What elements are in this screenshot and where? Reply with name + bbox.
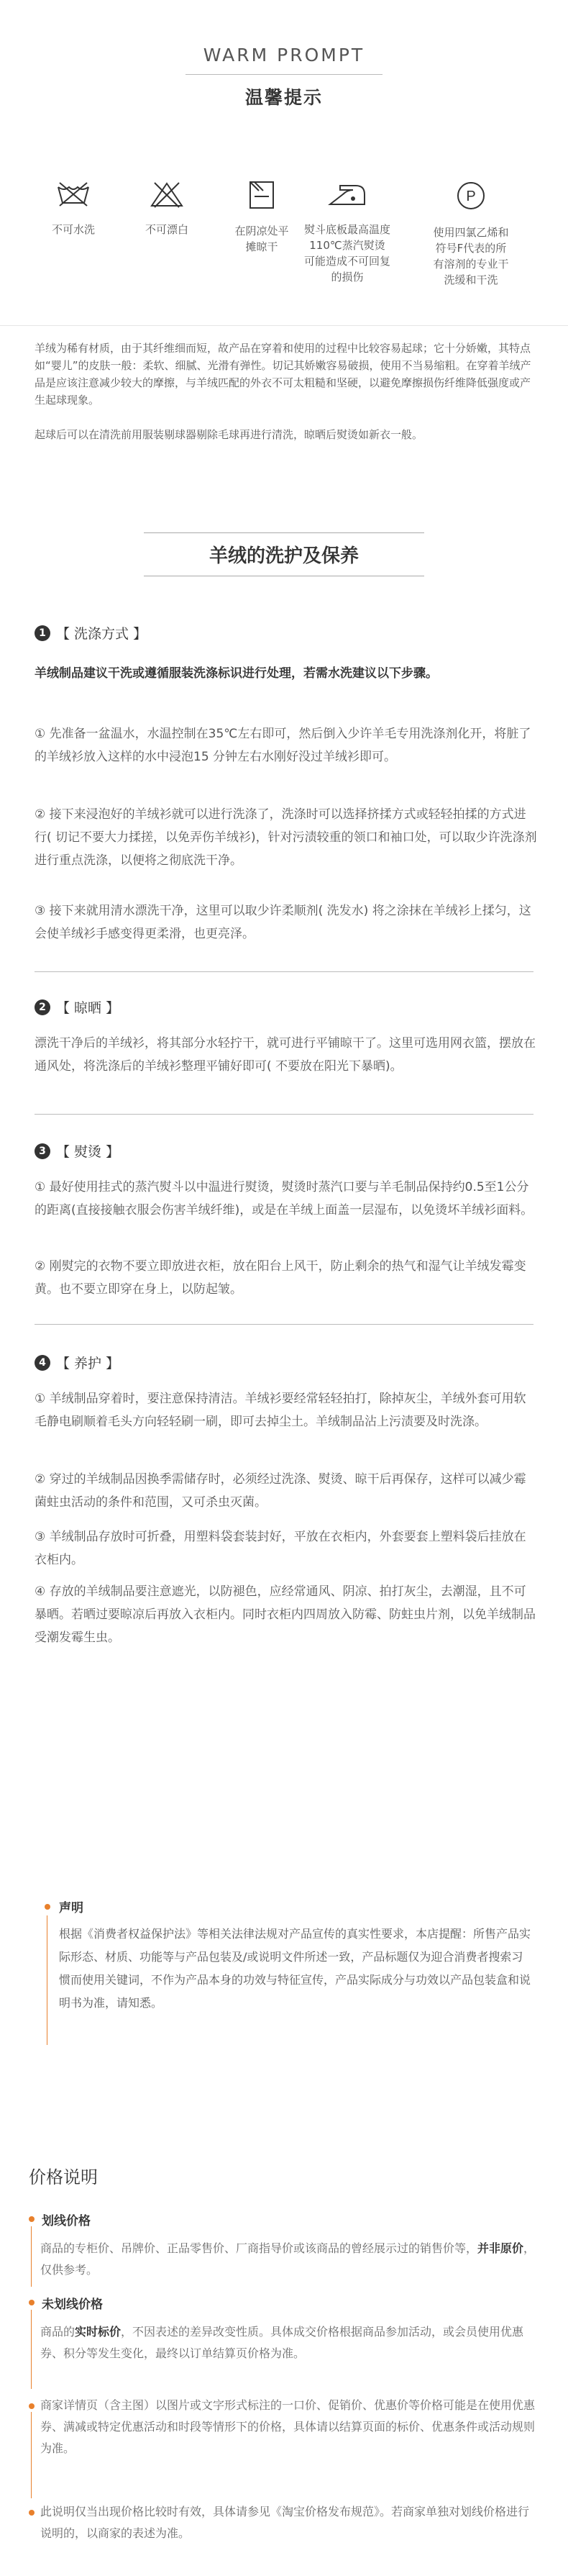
care-symbol-no-bleach xyxy=(124,180,210,237)
care-divider xyxy=(35,971,533,972)
section-rule-top xyxy=(144,532,424,533)
dry-flat-shade-icon xyxy=(246,180,278,210)
care-paragraph: ② 接下来浸泡好的羊绒衫就可以进行洗涤了，洗涤时可以选择挤揉方式或轻轻拍揉的方式进行( 切记不要大力揉搓，以免弄伤羊绒衫)，针对污渍较重的领口和袖口处，可以取少许洗涤剂进行重点洗涤，以便将之彻底洗干净。 xyxy=(35,807,537,868)
intro-paragraph: 起球后可以在清洗前用服装剔球器剔除毛球再进行清洗，晾晒后熨烫如新衣一般。 xyxy=(35,428,423,441)
price-bar xyxy=(31,2226,32,2287)
intro-divider xyxy=(0,325,568,326)
care-paragraph: ② 刚熨完的衣物不要立即放进衣柜，放在阳台上风干，防止剩余的热气和湿气让羊绒发霉变黄。也不要立即穿在身上，以防起皱。 xyxy=(35,1259,526,1297)
care-symbol-label: 熨斗底板最高温度110℃蒸汽熨烫可能造成不可回复的损伤 xyxy=(304,223,391,284)
price-bullet xyxy=(29,2403,35,2409)
care-heading-maintenance xyxy=(35,1353,119,1372)
care-heading-label: 【 养护 】 xyxy=(56,1356,120,1371)
care-symbol-label: 使用四氯乙烯和符号F代表的所有溶剂的专业干洗缓和干洗 xyxy=(433,226,509,286)
care-symbol-no-wash xyxy=(30,180,116,237)
care-divider xyxy=(35,1114,533,1115)
price-note: 此说明仅当出现价格比较时有效，具体请参见《淘宝价格发布规范》。若商家单独对划线价格进行说明的，以商家的表述为准。 xyxy=(40,2505,530,2540)
price-section-title: 价格说明 xyxy=(29,2167,98,2187)
care-paragraph: 漂洗干净后的羊绒衫，将其部分水轻拧干，就可进行平铺晾干了。这里可选用网衣篮，摆放在通风处，将洗涤后的羊绒衫整理平铺好即可( 不要放在阳光下暴晒)。 xyxy=(35,1036,536,1074)
declaration-label: 声明 xyxy=(59,1901,83,1915)
care-symbol-iron xyxy=(293,180,401,285)
care-paragraph: ④ 存放的羊绒制品要注意遮光，以防褪色，应经常通风、阴凉、拍打灰尘，去潮湿，且不可暴晒。若晒过要晾凉后再放入衣柜内。同时衣柜内四周放入防霉、防蛀虫片剂，以免羊绒制品受潮发霉生虫。 xyxy=(35,1584,536,1645)
care-paragraph: ① 先准备一盆温水，水温控制在35℃左右即可，然后倒入少许羊毛专用洗涤剂化开，将脏了的羊绒衫放入这样的水中浸泡15 分钟左右水刚好没过羊绒衫即可。 xyxy=(35,727,531,764)
header-divider xyxy=(185,74,383,75)
care-symbol-label: 不可水洗 xyxy=(51,223,95,236)
actual-price-text: 商品的实时标价，不因表述的差异改变性质。具体成交价格根据商品参加活动，或会员使用优惠券、积分等发生变化，最终以订单结算页价格为准。 xyxy=(40,2325,524,2360)
svg-text:P: P xyxy=(466,189,476,204)
no-wash-icon xyxy=(55,180,91,209)
care-lead: 羊绒制品建议干洗或遵循服装洗涤标识进行处理，若需水洗建议以下步骤。 xyxy=(35,666,438,681)
price-note: 商家详情页（含主图）以图片或文字形式标注的一口价、促销价、优惠价等价格可能是在使用优惠券、满减或特定优惠活动和时段等情形下的价格，具体请以结算页面的标价、优惠条件或活动规则为准。 xyxy=(40,2398,536,2455)
care-heading-label: 【 洗涤方式 】 xyxy=(56,626,147,642)
declaration-body: 根据《消费者权益保护法》等相关法律法规对产品宣传的真实性要求，本店提醒：所售产品实际形态、材质、功能等与产品包装及/或说明文件所述一致，产品标题仅为迎合消费者搜索习惯而使用关键词，不作为产品本身的功效与特征宣传，产品实际成分与功效以产品包装盒和说明书为准，请知悉。 xyxy=(59,1927,531,2010)
iron-110c-icon xyxy=(327,180,367,209)
care-heading-drying xyxy=(35,997,119,1017)
care-heading-washing xyxy=(35,623,147,643)
step-number: 1 xyxy=(35,625,50,641)
care-paragraph: ① 羊绒制品穿着时，要注意保持清洁。羊绒衫要经常轻轻拍打，除掉灰尘，羊绒外套可用软毛静电刷顺着毛头方向轻轻刷一刷，即可去掉尘土。羊绒制品沾上污渍要及时洗涤。 xyxy=(35,1392,526,1429)
dry-clean-p-icon xyxy=(455,180,487,212)
care-symbol-dry-clean xyxy=(417,180,525,288)
step-number: 2 xyxy=(35,999,50,1015)
care-paragraph: ① 最好使用挂式的蒸汽熨斗以中温进行熨烫，熨烫时蒸汽口要与羊毛制品保持约0.5至1公分的距离(直接接触衣服会伤害羊绒纤维)，或是在羊绒上面盖一层湿布，以免烫坏羊绒衫面料。 xyxy=(35,1180,533,1217)
price-bullet xyxy=(29,2510,35,2516)
price-bullet xyxy=(29,2300,35,2305)
intro-paragraph: 羊绒为稀有材质，由于其纤维细而短，故产品在穿着和使用的过程中比较容易起球；它十分娇嫩，其特点如“婴儿”的皮肤一般：柔软、细腻、光滑有弹性。切记其娇嫩容易破损，使用不当易缩粗。在穿着羊绒产品是应该注意减少较大的摩擦，与羊绒匹配的外衣不可太粗糙和坚硬，以避免摩擦损伤纤维降低强度或产生起球现象。 xyxy=(35,342,531,407)
care-paragraph: ③ 羊绒制品存放时可折叠，用塑料袋套装封好，平放在衣柜内，外套要套上塑料袋后挂放在衣柜内。 xyxy=(35,1530,526,1567)
step-number: 3 xyxy=(35,1143,50,1159)
care-symbol-label: 不可漂白 xyxy=(145,223,188,236)
care-paragraph: ② 穿过的羊绒制品因换季需储存时，必须经过洗涤、熨烫、晾干后再保存，这样可以减少霉菌蛀虫活动的条件和范围，又可杀虫灭菌。 xyxy=(35,1472,526,1510)
care-symbol-dry-flat-shade xyxy=(219,180,305,255)
care-paragraph: ③ 接下来就用清水漂洗干净，这里可以取少许柔顺剂( 洗发水) 将之涂抹在羊绒衫上揉匀，这会使羊绒衫手感变得更柔滑，也更亮泽。 xyxy=(35,904,531,941)
actual-price-label: 未划线价格 xyxy=(42,2298,103,2312)
declaration-bullet xyxy=(45,1904,50,1910)
care-heading-label: 【 晾晒 】 xyxy=(56,1000,120,1016)
warm-prompt-title-zh: 温馨提示 xyxy=(244,87,323,108)
care-divider xyxy=(35,1324,533,1325)
strikethrough-price-text: 商品的专柜价、吊牌价、正品零售价、厂商指导价或该商品的曾经展示过的销售价等，并非原价，仅供参考。 xyxy=(40,2241,536,2277)
care-section-title: 羊绒的洗护及保养 xyxy=(209,545,359,567)
care-heading-label: 【 熨烫 】 xyxy=(56,1144,120,1160)
care-heading-ironing xyxy=(35,1141,119,1161)
care-symbol-label: 在阴凉处平摊晾干 xyxy=(234,225,289,253)
step-number: 4 xyxy=(35,1355,50,1371)
strikethrough-price-label: 划线价格 xyxy=(42,2214,91,2228)
no-bleach-icon xyxy=(149,180,185,209)
warm-prompt-title-en: WARM PROMPT xyxy=(203,45,365,65)
price-bar xyxy=(31,2412,32,2498)
price-bullet xyxy=(29,2216,35,2222)
price-bar xyxy=(31,2310,32,2389)
